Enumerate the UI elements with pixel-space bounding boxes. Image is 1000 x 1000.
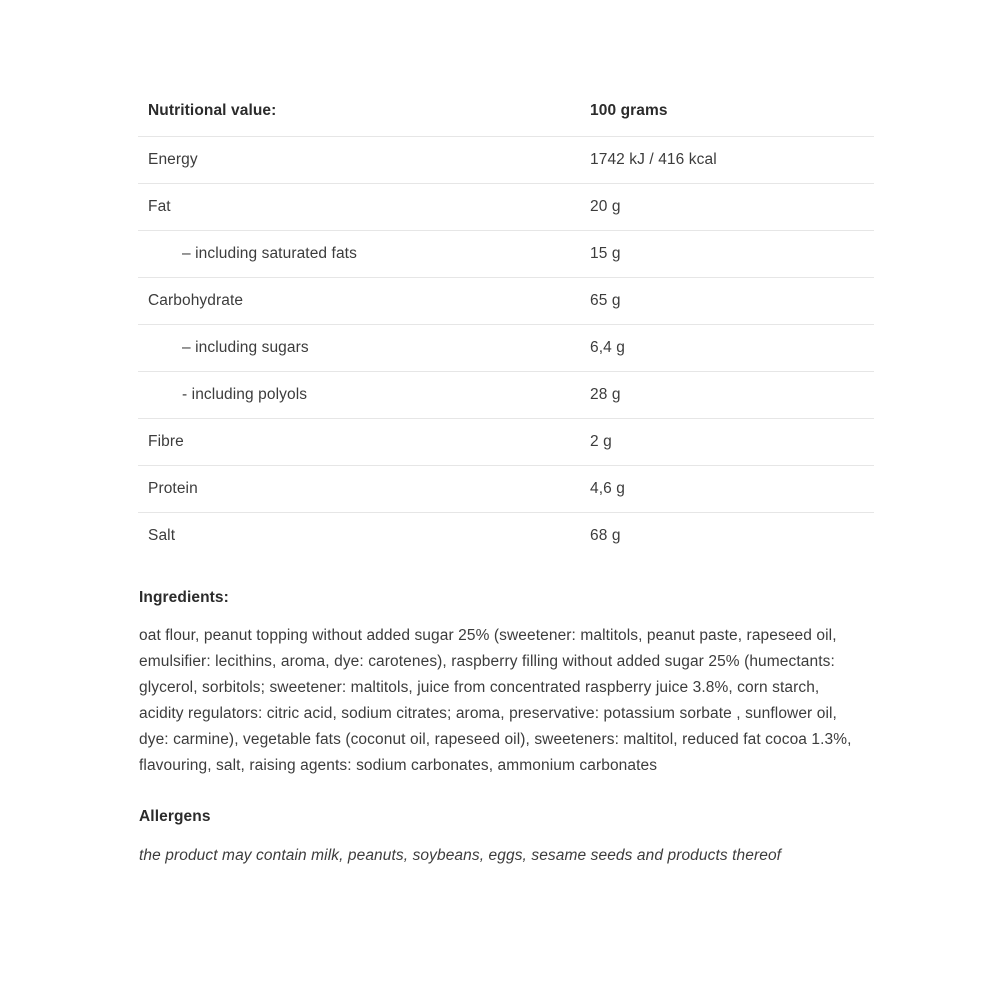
table-row	[138, 184, 874, 231]
nutrient-label: - including polyols	[182, 386, 308, 403]
nutrient-label: Carbohydrate	[148, 292, 244, 309]
content-container	[138, 92, 862, 869]
table-row	[138, 231, 874, 278]
nutrient-value: 68 g	[590, 527, 621, 544]
ingredients-text: oat flour, peanut topping without added sugar 25% (sweetener: maltitols, peanut paste, rapeseed oil, emulsifier: lecithins, aroma, dye: carotenes), raspberry filling without added sugar 25% (humectants: glycerol, sorbitols; sweetener: maltitols, juice from concentrated raspberry juice 3.8%, corn starch, acidity regulators: citric acid, sodium citrates; aroma, preservative: potassium sorbate , sunflower oil, dye: carmine), vegetable fats (coconut oil, rapeseed oil), sweeteners: maltitol, reduced fat cocoa 1.3%, flavouring, salt, raising agents: sodium carbonates, ammonium carbonates	[139, 627, 852, 774]
nutrition-table-head	[138, 92, 874, 137]
nutrient-value: 4,6 g	[590, 480, 625, 497]
column-header-nutritional-value: Nutritional value:	[148, 102, 277, 119]
nutrition-table-body	[138, 137, 874, 560]
allergens-heading: Allergens	[139, 808, 211, 825]
table-row	[138, 325, 874, 372]
nutrient-value: 28 g	[590, 386, 621, 403]
table-header-row	[138, 92, 874, 137]
nutrient-label: Energy	[148, 151, 198, 168]
nutrient-value: 65 g	[590, 292, 621, 309]
nutrient-value: 20 g	[590, 198, 621, 215]
nutrient-label: Salt	[148, 527, 176, 544]
nutrient-value: 2 g	[590, 433, 612, 450]
nutrient-value: 6,4 g	[590, 339, 625, 356]
nutrient-label: Fibre	[148, 433, 184, 450]
nutrient-label: Fat	[148, 198, 171, 215]
table-row	[138, 466, 874, 513]
ingredients-section	[138, 589, 862, 779]
table-row	[138, 419, 874, 466]
table-row	[138, 372, 874, 419]
ingredients-heading: Ingredients:	[139, 589, 229, 606]
nutrition-table	[138, 92, 874, 559]
nutrient-label: – including sugars	[182, 339, 309, 356]
nutrient-label: Protein	[148, 480, 198, 497]
allergens-section	[138, 808, 862, 869]
table-row	[138, 137, 874, 184]
nutrient-value: 1742 kJ / 416 kcal	[590, 151, 717, 168]
table-row	[138, 278, 874, 325]
nutrient-value: 15 g	[590, 245, 621, 262]
allergens-text: the product may contain milk, peanuts, soybeans, eggs, sesame seeds and products thereof	[139, 847, 782, 864]
nutrient-label: – including saturated fats	[182, 245, 357, 262]
column-header-serving: 100 grams	[590, 102, 668, 119]
table-row	[138, 513, 874, 560]
